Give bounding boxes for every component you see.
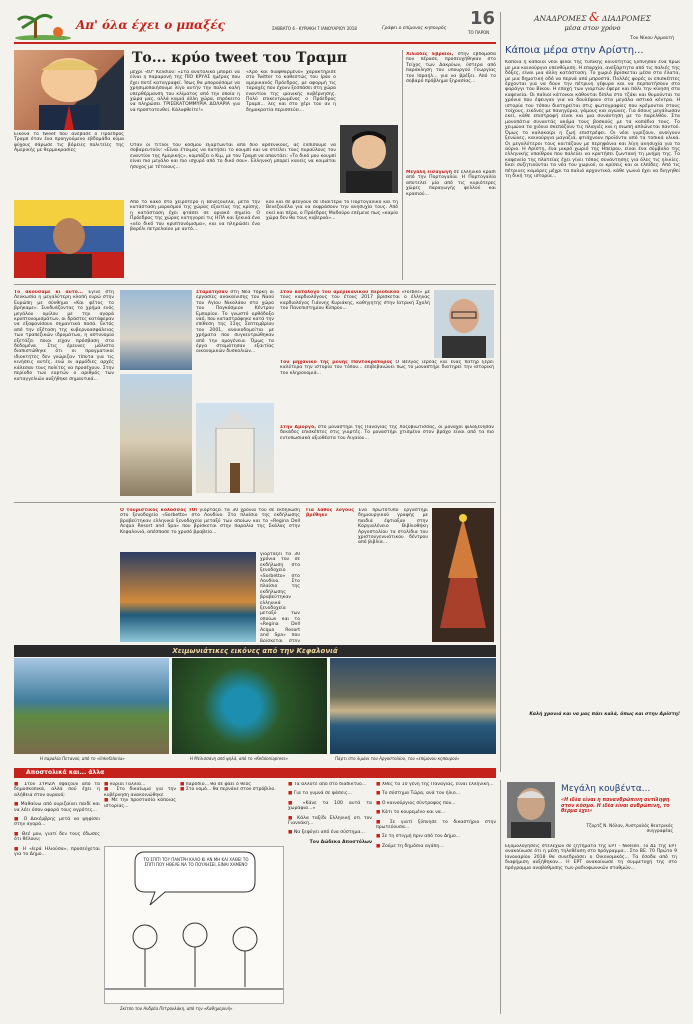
book-tree-photo: [432, 508, 494, 642]
footer-col1-item: ■ Μαθαίνω από ουριζαίνει παιδί και να λέει όσον αφορά τους αγρότες...: [14, 802, 100, 813]
divider-v1: [402, 50, 403, 280]
header-author: Γράφει ο επίμονος κηπουρός: [382, 26, 447, 31]
cartoon-caption: Σκίτσο του Ανδρέα Πετρουλάκη, από την «Καθημερινή»: [120, 1006, 233, 1011]
church-photo: [196, 403, 274, 493]
palm-tree-icon: [14, 12, 72, 40]
quote-text: «Η ιδέα είναι η πανανθρώπινη αντίληψη στον κόσμο. Η ιδέα είναι ανθρώπινη, το θέρμα έχει»: [561, 798, 670, 815]
footer-col2-item: ■ Με την προστασία κάποιας ιστορίας...: [104, 798, 176, 809]
footer-col4-item: ■ «Κάνε τα 100 αυτά τα χωράφια...»: [288, 801, 372, 812]
kim-photo: [340, 125, 398, 193]
kefalonia-banner-title: Χειμωνιάτικες εικόνες από την Κεφαλονιά: [172, 647, 338, 655]
column-subtitle: μέσα στον χρόνο: [564, 24, 621, 32]
right-news-2-text: σε ελληνικό κρασί από την Πορτογαλία. Η Πορτογαλία αποτελεί μία από τις κυριότερες χώρες παραγωγής φελλού και κρασιού...: [406, 170, 496, 197]
ert-news: Εξομολογήσεις στελεχών σε ζητήματα της ΕΡΤ - Nielsen. Το ΔΣ της ΕΡΤ ανακοίνωσε ότι η μέση τηλεθέαση στο πρόγραμμα... Στο ΒΕ. 70 Πρώτο 9 Ιανουαρίου 2018 θα συνεδριάσει ο Οικονομικός... Τα έσοδα από τη διαφήμιση αυξήθηκαν... Η ΕΡΤ ανακοίνωσε τη συμμετοχή της στο πρόγραμμα αναβάθμισης των ραδιοφωνικών σταθμών...: [505, 844, 677, 871]
page-number: 16: [470, 8, 496, 29]
kefalonia-banner: [14, 645, 496, 657]
article-tui-text: γιορτάζει τα 30 χρόνια του σε εκδήλωση στο ξενοδοχείο «Sorbetto» στο Λονδίνο. Στο πλαίσιο της εκδήλωσης βραβεύτηκαν ελληνικά ξενοδοχεία μεταξύ των οποίων και το «Regina Dell Acqua Resort and Spa» που βρίσκεται στην παραλία της Σκάλας στην Κεφαλονιά, απέσπασε το χρυσό βραβείο...: [120, 508, 300, 535]
trump-photo: [14, 50, 124, 130]
footer-col4-item: ■ Να ξεφύγει από ένα σύστημα...: [288, 830, 372, 835]
column-sign: Καλή χρονιά και να μας πάει καλά, όπως και στην Αρίστη!: [529, 712, 680, 718]
argostoli-photo: [330, 658, 496, 754]
quote-title: Μεγάλη κουβέντα...: [561, 784, 651, 794]
footer-col5-item: ■ Χθες τα 10 γένη της Παναγίας, είναι ελληνική...: [376, 782, 496, 787]
caption-petanoi: Η παραλία Πετανού, από το «linkefalonia»: [40, 756, 125, 761]
footer-col2: [104, 782, 176, 842]
page-header: [14, 8, 496, 42]
article-kim: Όταν οι τίτλοι του κόσμου εξαρτώνται από δύο αρσενικούς, ας ελπίσουμε να σοβαρευτούν: «Είναι έτοιμος να πατήσει το κουμπί και να στείλει τους πυραύλους του εναντίον της Αμερικής», κομπάζει ο Κιμ, με τον Τραμπ να απαντάει: «Το δικό μου κουμπί είναι πιο μεγάλο και πιο ισχυρό από το δικό σου». Ελληνική μπορεί κανείς να κοιμάται ήσυχος με τέτοιους...: [130, 143, 336, 170]
footer-col1-item: ■ Θεέ μου, γιατί δεν τους έδωσες ότι θέλουν;: [14, 832, 100, 843]
article-forbes-label: Στον κατάλογο του αμερικανικού περιοδικού: [280, 290, 400, 295]
article-tui: [120, 508, 300, 550]
article-cyprus: [14, 290, 114, 500]
right-news-2-label: Μεγάλη εισαγωγή: [406, 170, 452, 175]
footer-col5-item: ■ Κάτι το κουρεμένο και να...: [376, 810, 496, 815]
footer-col4-item: ■ Κάλα ταξίδι Ελληνική οτι τον Γιαννάκη...: [288, 816, 372, 827]
header-date: ΣΑΒΒΑΤΟ 6 - ΚΥΡΙΑΚΗ 7 ΙΑΝΟΥΑΡΙΟΥ 2018: [272, 26, 357, 31]
article-tweet-col2: μέχρι -40° Κελσίου: «Στα ανατολικά μπορεί να είναι η παραμονή της ΠΙΟ ΚΡΥΑΣ ημέρας που έχει ποτέ καταγραφεί. Ίσως θα μπορούσαμε να χρησιμοποιήσουμε λίγο αυτήν την παλιά καλή υπερθέρμανση του κλίματος από την οποία η χώρα μας, αλλά καμιά άλλη χώρα, επρόκειτο να πληρώσει ΤΡΙΣΕΚΑΤΟΜΜΥΡΙΑ ΔΟΛΑΡΙΑ για να προστατευθεί. Κάλυφθείτε!»: [130, 70, 240, 113]
footer-col5: [376, 782, 496, 1014]
author-photo: [507, 782, 555, 838]
column-title-a: ΑΝΑΔΡΟΜΕΣ: [534, 14, 587, 23]
article-library: Ένα πρωτότυπο εργαστήρι δημιουργικού γραφής με παιδιά έφτιαξαν στην Κοργιαλένειο Βιβλιοθήκη Αργοστολίου τα στολίδια του χριστουγεννιάτικου δέντρου από βιβλία...: [358, 508, 428, 546]
footer-col3-item: ■ Στο νομό... θα περνάνε στον στρόβιλο.: [180, 787, 280, 792]
article-amorgos-label: Στην Αμοργό,: [280, 425, 316, 430]
footer-col5-item: ■ Ζούμε τη δημόσια αγάπη...: [376, 844, 496, 849]
caption-melissani: Η Μελισσάνη από ψηλά, από το «Kefaloniapress»: [190, 756, 288, 761]
article-monastery-label: Τον μηχανικό της μονής Παντοκράτορος: [280, 360, 393, 365]
column-body: Κάποια ή κάποιοι νέοι φίλοι της τυπικής κοινότητας ξύπνησαν ένα πρωί με μια καινούργια υπενθύμιση. Η επαρχία, ανεξάρτητα από τις παλιές της δόξες, είναι μια άλλη κατάσταση. Το χωριό βρίσκεται μέσα στα έλατα, με μια δημοτική οδό να περνά από μπροστά. Πολλές φορές οι επισκέπτες έρχονται για να δουν την πέτρινη γέφυρα και να περπατήσουν στο φαράγγι του Βίκου. Η εποχή των γιορτών έφερε και πάλι την κίνηση στα καφενεία. Οι παλιοί κάτοικοι κάθονται δίπλα στο τζάκι και θυμούνται τα χρόνια που έφευγαν για να δουλέψουν στα μεγάλα αστικά κέντρα. Η ιστορία του τόπου διατηρείται στις φωτογραφίες που κρέμονται στους τοίχους, εικόνες με πανηγύρια, γάμους και αγώνες. Για όσους μεγάλωσαν εκεί, κάθε επιστροφή είναι και μια συνάντηση με το παρελθόν. Στα μονοπάτια συναντάς ακόμα τους βοσκούς με τα κοπάδια τους. Το χειμώνα τα χιόνια σκεπάζουν τις πλαγιές και η σιωπή απλώνεται παντού. Όμως το καλοκαίρι η ζωή επιστρέφει. Οι νέοι γυρίζουν, ανοίγουν ξενώνες, καινούργια μαγαζιά, φτιάχνουν προϊόντα από τα τοπικά υλικά. Οι μεγαλύτεροι τους κοιτάζουν με περηφάνια και λίγη ανησυχία για το αύριο. Η Αρίστη, ένα μικρό χωριό της Ηπείρου, είναι ένα σύμβολο της ελληνικής υπαίθρου που παλεύει να κρατήσει ζωντανή τη μνήμη της. Το καφενείο της πλατείας έχει γίνει τόπος συνάντησης για όλες τις ηλικίες. Εκεί συζητιούνται τα νέα του χωριού, οι κρίσεις και οι ελπίδες. Από τις πέτρινες καμάρες μέχρι τα παλιά αρχοντικά, κάθε γωνιά έχει να διηγηθεί τη δική της ιστορία...: [505, 60, 680, 179]
divider-h2: [14, 502, 496, 503]
article-cyprus-text: Έγινε στη Λευκωσία η μεγαλύτερη κλοπή ευρώ στην Ευρώπη με σύνθημα «Και φέτος το βρήκαμε». Συνδυάζοντας το χρήμα ενός μεγάλου ομίλου με την αγορά κρυπτονομισμάτων, οι δράστες κατάφεραν να εξαφανίσουν σημαντικά ποσά. Εκτός από την εξέταση της κυβερνοασφάλειας των τραπεζικών ιδρυμάτων, η αστυνομία εξετάζει ποιοι είχαν πρόσβαση στα δεδομένα. Στις έρευνες μάλιστα διαπιστώθηκε ότι οι πραγματικοί ιδιοκτήτες δεν γνώριζαν τίποτα για τις κινήσεις αυτές, ενώ οι αρμόδιες αρχές κάλεσαν τους πολίτες να προσέχουν. Στην περίοδο των εορτών ο αριθμός των καταγγελιών αυξήθηκε σημαντικά...: [14, 290, 114, 382]
caption-argostoli: Πάρτι στο λιμάνι του Αργοστολίου, του «επίμονου κηπουρού»: [335, 756, 460, 761]
petanoi-photo: [14, 658, 169, 754]
harbor-photo: [120, 290, 192, 370]
footer-col2-item: ■ κύριοι Γαλλία...: [104, 782, 176, 787]
right-news-1: [406, 52, 496, 162]
right-news-1-label: Χιλιάδες Εβραίοι,: [406, 52, 454, 57]
footer-col4-sign: Τον Δώδεκα Αποστόλων: [309, 839, 372, 845]
article-monastery-text: Ο Βέλγος ιερέας και ένας πατήρ ξέρει καλύτερα την ιστορία του τόπου... επιβεβαιώνει πως το μοναστήρι διατηρεί την ιστορική του κληρονομιά...: [280, 360, 494, 376]
cartoon-bubble: ΤΟ ΣΠΙΤΙ ΤΟΥ ΠΑΝΤΡΗ ΚΑΛΟ ΚΙ ΑΝ ΜΗ ΚΑΙ ΧΑΘΕΙ ΤΟ ΣΠΙΤΙ ΠΟΥ ΗΘΕΛΕ ΝΑ ΤΟ ΠΟΥΛΗΣΕΙ, ΕΙΝΑΙ ΧΑΜΕΝΟ: [143, 857, 249, 867]
footer-col4: [288, 782, 372, 1014]
footer-col2-item: ■ Στο δικαίωμα για την κυβέρνηση ανακοινώθηκε: [104, 787, 176, 798]
quote-box: [500, 780, 680, 1014]
article-iran: «Χρό και διαφθαρμένο» χαρακτήρισε στο Twitter το καθεστώς του Ιράν ο αμερικανός Πρόεδρος, με αφορμή τις ταραχές που έχουν ξεσπάσει στη χώρα εναντίον της ιρανικής κυβέρνησης. Πολύ επικεντρωμένος ο Πρόεδρος Τραμπ... λες και στο χέρι του αν η δημοκρατία περισσεύει...: [246, 70, 336, 113]
resort-photo: [120, 552, 256, 642]
right-news-1-text: στην εβδομάδα που πέρασε, προσευχήθηκαν στο Τείχος των Δακρύων, ύστερα από παράκληση του υπουργού Γεωργίας του Ισραήλ... για να βρέξει. Από το σοβαρό πρόβλημα ξηρασίας...: [406, 52, 496, 85]
melissani-photo: [172, 658, 327, 754]
apostolika-banner-title: Αποστολικά και... άλλα: [26, 769, 105, 776]
article-books-label: Για λάθος λόγους βρέθηκε: [306, 508, 354, 519]
article-regina: γιορτάζει τα 30 χρόνια του σε εκδήλωση στο ξενοδοχείο «Sorbetto» στο Λονδίνο. Στο πλαίσιο της εκδήλωσης βραβεύτηκαν ελληνικά ξενοδοχεία μεταξύ των οποίων και το «Regina Dell Acqua Resort and Spa» που βρίσκεται στην: [260, 552, 300, 642]
footer-col1-item: ■ Ο Δεκέμβρης μετά να ψηφίσει στην αγορά...: [14, 817, 100, 828]
footer-col5-item: ■ Σε γιατί ξύπνησε το δικαστήριο στην πρωτεύουσα...: [376, 820, 496, 831]
footer-col3-item: ■ παρόδιο... θα σε φάει ο θεός: [180, 782, 280, 787]
footer-col5-item: ■ Το σύστημα Τώρα, ανά τον ήλιο...: [376, 791, 496, 796]
column-author: Του Νίκου Αρμαντή: [630, 36, 674, 41]
article-venezuela-cont: κού και σε φεύγουν σε ιδιαίτερα το Πορτογαλικό και τη Βενεζουέλα για να εκφράσουν την ανησυχία τους. Από εκεί και πέρα, ο Πρόεδρος Μαδούρο επέμενε πως «καμία χώρα δεν θα τους κυβερνά»...: [266, 200, 398, 222]
article-newyork: [196, 290, 274, 400]
column-title-amp: &: [588, 10, 600, 24]
article-cyprus-label: Το ακούσαμε κι αυτό...: [14, 290, 84, 295]
divider-h1: [14, 284, 496, 285]
article-tui-label: Ο τουριστικός κολοσσός TUI: [120, 508, 198, 513]
footer-col1-item: ■ Η «Ιερά Ηλιούσα», προσεύχεται για το Δήμο...: [14, 847, 100, 858]
article-forbes: [280, 290, 430, 350]
article-amorgos-text: στο μοναστήρι της Παναγίας της Χοζοβιώτισσας, οι μοναχοί φιλοξένησαν δεκάδες επισκέπτες στις γιορτές. Το μοναστήρι χτισμένο στον βράχο είναι από τα πιο εντυπωσιακά αξιοθέατα του Αιγαίου...: [280, 425, 494, 441]
footer-col5-item: ■ Σε τη στιγμή πριν από τον Δήμο...: [376, 834, 496, 839]
section-title: Απ' όλα έχει ο μπαξές: [76, 18, 225, 32]
article-tweet-col1: Εικόνα το tweet που ανέβασε ο Πρόεδρος Τραμπ όταν ένα προηγούμενο εβδομάδα κύμα ψύχους σάρωσε τις βόρειες πολιτείες της Αμερικής με θερμοκρασίες: [14, 132, 124, 154]
footer-col5-item: ■ Ο καινούργιος σύντροφος που...: [376, 801, 496, 806]
article-books: [306, 508, 354, 642]
article-newyork-label: Σταμάτησαν: [196, 290, 228, 295]
right-news-2: [406, 170, 496, 280]
maduro-photo: [14, 200, 124, 278]
footer-col1: [14, 782, 100, 1014]
article-forbes-text: «Forbes» με τους καρδιολόγους του έτους 2017 βρίσκεται ο έλληνας καρδιολόγος Γιάννης Κυριάκης, καθηγητής στην Ιατρική Σχολή του Πανεπιστημίου Κύπρου...: [280, 290, 430, 312]
column-headline: Κάποια μέρα στην Αρίστη...: [505, 45, 644, 57]
article-newyork-text: στη Νέα Υόρκη οι εργασίες ανακαίνισης του Ναού του Αγίου Νικολάου στο χώρο του Παγκόσμιου Κέντρου Εμπορίου. Το γνωστό ορθόδοξο ναό, που καταστράφηκε κατά την επίθεση της 11ης Σεπτεμβρίου του 2001, ανοικοδομείται με χρήματα που συγκεντρώθηκαν από την ομογένεια. Όμως τα έργα σταμάτησαν εξαιτίας οικονομικών δυσκολιών...: [196, 290, 274, 355]
paper-name: ΤΟ ΠΑΡΟΝ: [468, 30, 490, 35]
doctor-photo: [434, 290, 494, 358]
footer-col4-item: ■ Για τα γυμνά σε φάσεις...: [288, 791, 372, 796]
article-amorgos: [280, 425, 494, 495]
apostolika-banner: [14, 768, 496, 778]
header-rule: [14, 42, 496, 44]
column-title-b: ΔΙΑΔΡΟΜΕΣ: [602, 14, 651, 23]
monastery-photo: [120, 374, 192, 496]
footer-col1-item: ■ Στον ΣΥΡΙΖΑ σφάζουν από τα δημοσκοπικά, αλλά πού έχει η αλήθεια στον ουρανό;: [14, 782, 100, 798]
article-monastery: [280, 360, 494, 420]
footer-col4-item: ■ Τα άλλοτε από στο διαδίκτυο...: [288, 782, 372, 787]
footer-col3: [180, 782, 280, 842]
quote-author: Τζορτζ Ν. Νόλαν, Αυστραλός θεατρικός συγγραφέας: [586, 824, 673, 835]
main-headline: Το... κρύο tweet του Τραμπ: [132, 50, 347, 66]
article-venezuela: Από το κακό στο χειρότερο η Βενεζουέλα, μετά την κατάσταση μαρασμού της χώρας εξαιτίας της κρίσης, η κατάσταση έχει φτάσει σε οριακό σημείο. Ο Πρόεδρος της χώρας κατηγορεί τις ΗΠΑ και ξεκινά ένα «νέο δικό του κρυπτονόμισμα», και να πληρώσει ένα βαρέλι πετρελαίου με αυτό...: [130, 200, 260, 233]
cartoon: [104, 846, 284, 1004]
column-masthead: [505, 12, 680, 24]
column-box: [500, 12, 680, 772]
